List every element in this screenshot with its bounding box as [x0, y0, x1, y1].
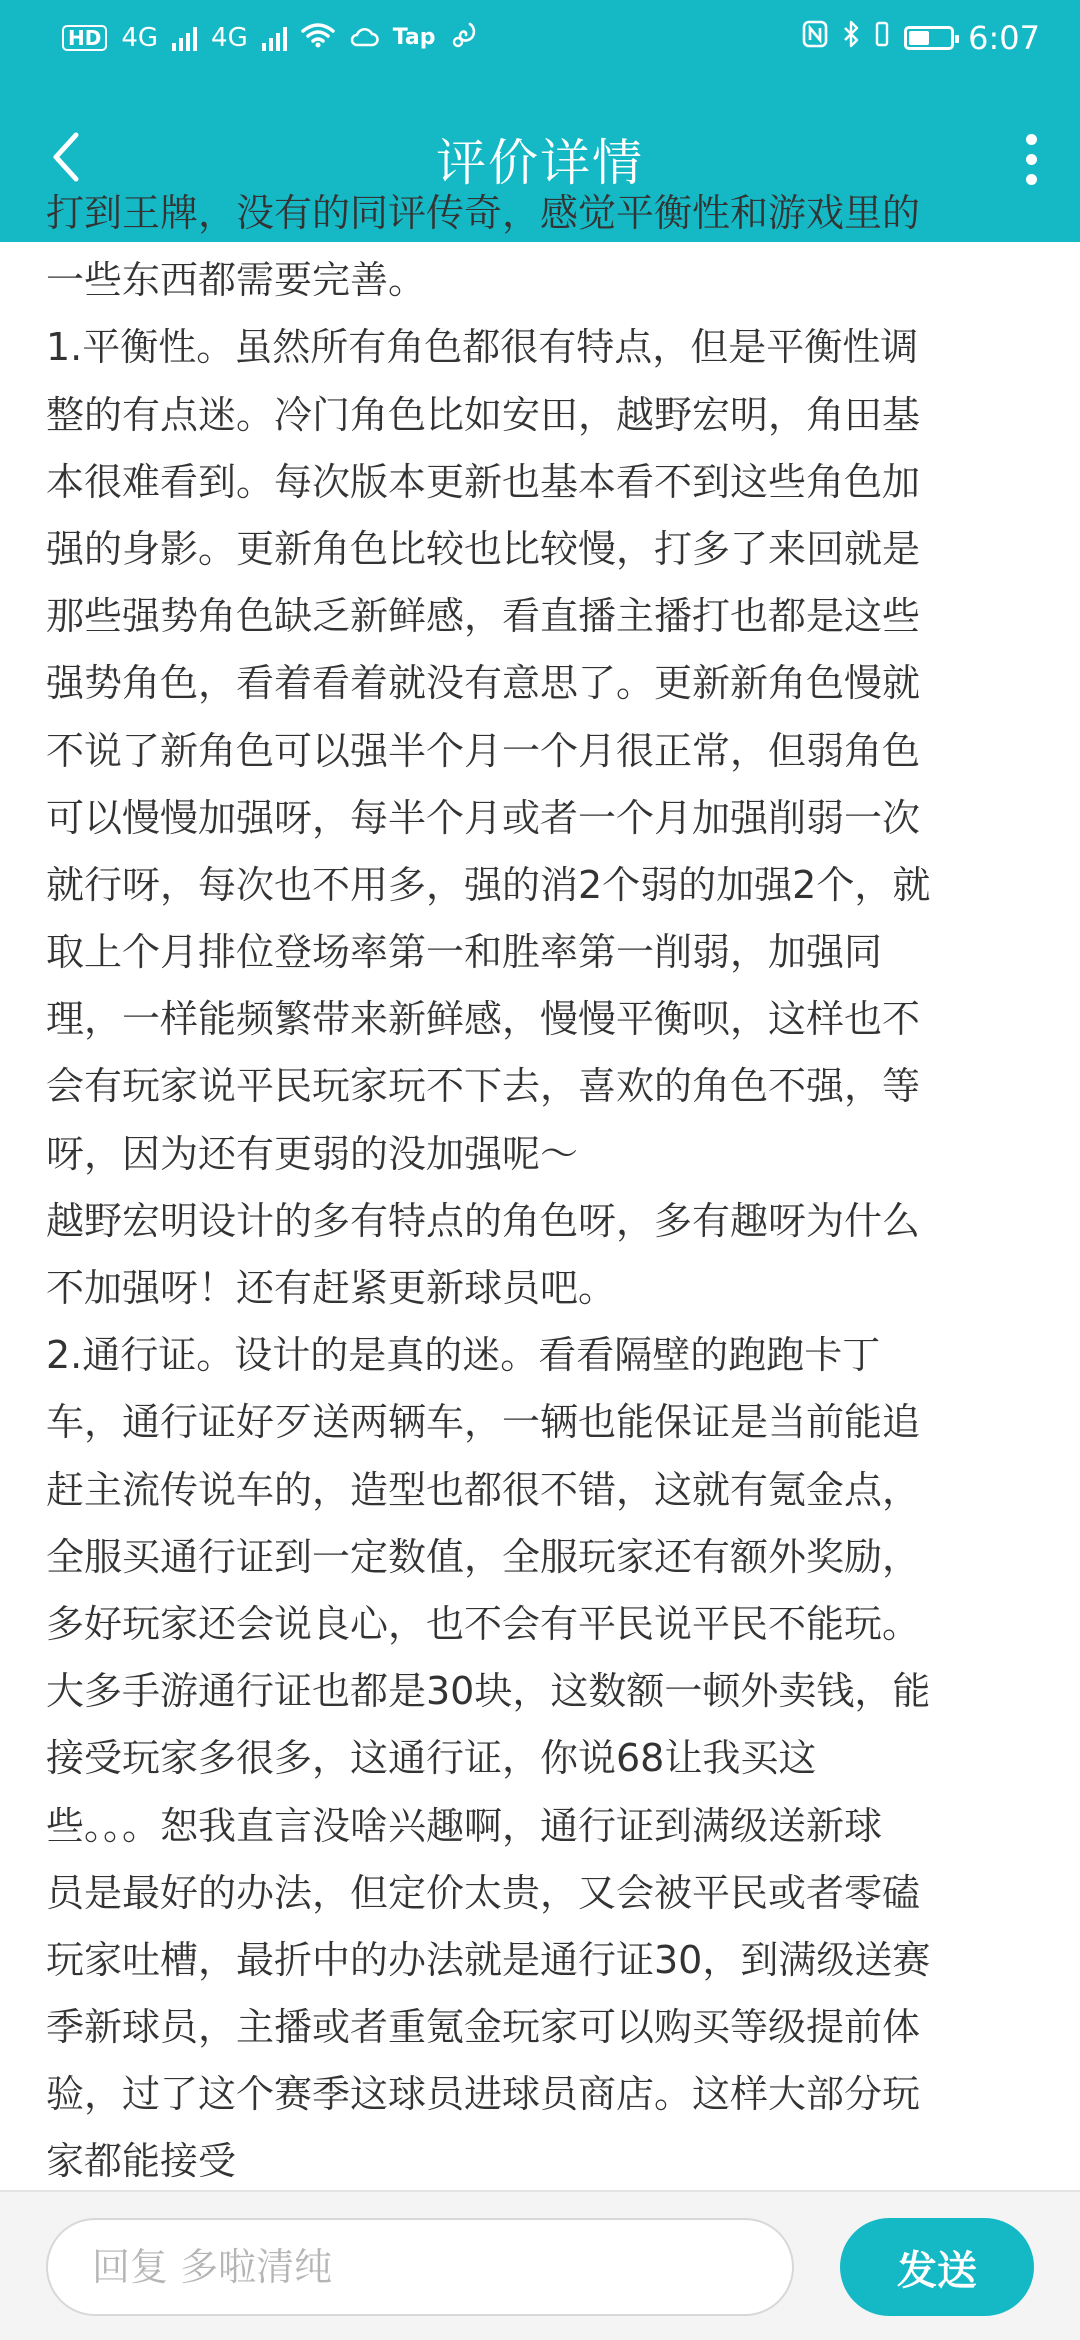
sim2-label: 4G	[211, 23, 248, 53]
reply-bar	[0, 2190, 1080, 2340]
cloud-icon	[349, 21, 379, 56]
review-line: 呀，因为还有更弱的没加强呢～	[46, 1131, 579, 1176]
review-text	[46, 180, 1026, 2196]
review-line: 季新球员，主播或者重氪金玩家可以购买等级提前体	[46, 2005, 921, 2050]
review-line: 可以慢慢加强呀，每半个月或者一个月加强削弱一次	[46, 795, 921, 840]
review-line: 不加强呀！还有赶紧更新球员吧。	[46, 1266, 617, 1310]
signal-1-icon	[172, 25, 197, 51]
page-title: 评价详情	[436, 134, 644, 192]
status-bar	[0, 0, 1080, 76]
review-line: 多好玩家还会说良心，也不会有平民说平民不能玩。	[46, 1601, 921, 1646]
wifi-icon	[301, 21, 335, 56]
review-line: 整的有点迷。冷门角色比如安田，越野宏明，角田基	[46, 392, 921, 437]
more-vert-icon-dot	[1026, 174, 1037, 185]
review-line: 那些强势角色缺乏新鲜感，看直播主播打也都是这些	[46, 594, 921, 639]
review-line: 家都能接受	[46, 2139, 237, 2184]
review-line: 强势角色，看着看着就没有意思了。更新新角色慢就	[46, 661, 921, 706]
nfc-icon	[802, 20, 828, 56]
review-line: 验，过了这个赛季这球员进球员商店。这样大部分玩	[46, 2072, 921, 2117]
vibrate-icon	[874, 20, 890, 56]
review-line: 强的身影。更新角色比较也比较慢，打多了来回就是	[46, 526, 921, 571]
signal-2-icon	[262, 25, 287, 51]
send-button[interactable]: 发送	[840, 2218, 1034, 2316]
review-line: 玩家吐槽，最折中的办法就是通行证30，到满级送赛	[46, 1937, 931, 1982]
squirrel-app-icon	[450, 20, 478, 56]
tap-app-icon: Tap	[392, 25, 436, 50]
review-line: 本很难看到。每次版本更新也基本看不到这些角色加	[46, 459, 921, 504]
review-line: 全服买通行证到一定数值，全服玩家还有额外奖励，	[46, 1534, 921, 1579]
clock: 6:07	[968, 19, 1040, 57]
battery-fill	[909, 31, 929, 45]
bluetooth-icon	[842, 20, 860, 56]
hd-icon: HD	[62, 25, 107, 51]
chevron-left-icon	[50, 131, 82, 187]
review-line: 不说了新角色可以强半个月一个月很正常，但弱角色	[46, 728, 921, 773]
review-line: 大多手游通行证也都是30块，这数额一顿外卖钱，能	[46, 1669, 931, 1714]
reply-input[interactable]	[46, 2218, 794, 2316]
sim1-label: 4G	[121, 23, 159, 53]
review-line: 2.通行证。设计的是真的迷。看看隔壁的跑跑卡丁	[46, 1333, 881, 1378]
battery-icon	[904, 26, 954, 50]
status-right	[802, 20, 1040, 56]
more-vert-icon-dot	[1026, 134, 1037, 145]
review-line: 接受玩家多很多，这通行证，你说68让我买这	[46, 1736, 817, 1781]
review-line: 些。。。恕我直言没啥兴趣啊，通行证到满级送新球	[46, 1803, 883, 1848]
review-line: 取上个月排位登场率第一和胜率第一削弱，加强同	[46, 930, 883, 975]
review-line: 1.平衡性。虽然所有角色都很有特点，但是平衡性调	[46, 325, 919, 370]
review-line: 一些东西都需要完善。	[46, 258, 427, 303]
review-content[interactable]	[0, 191, 1080, 2190]
review-line: 员是最好的办法，但定价太贵，又会被平民或者零磕	[46, 1870, 921, 1915]
more-vert-icon-dot	[1026, 154, 1037, 165]
review-line: 会有玩家说平民玩家玩不下去，喜欢的角色不强，等	[46, 1064, 921, 1109]
review-line: 车，通行证好歹送两辆车，一辆也能保证是当前能追	[46, 1400, 921, 1445]
review-line: 打到王牌，没有的同评传奇，感觉平衡性和游戏里的	[46, 191, 921, 235]
status-left	[62, 20, 478, 56]
review-line: 就行呀，每次也不用多，强的消2个弱的加强2个，就	[46, 862, 931, 907]
review-line: 赶主流传说车的，造型也都很不错，这就有氪金点，	[46, 1467, 921, 1512]
review-line: 越野宏明设计的多有特点的角色呀，多有趣呀为什么	[46, 1198, 921, 1243]
review-line: 理，一样能频繁带来新鲜感，慢慢平衡呗，这样也不	[46, 997, 921, 1042]
